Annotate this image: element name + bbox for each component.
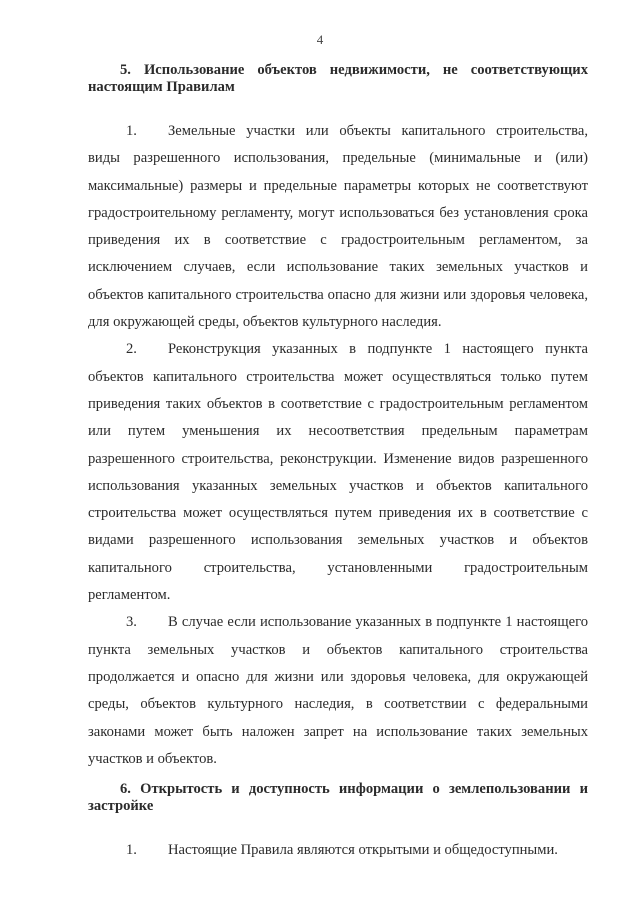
paragraph-text: Реконструкция указанных в подпункте 1 настоящего пункта объектов капитального строительства может осуществляться только путем приведения таких объектов в соответствие с градостроительным регламентом или путем уменьшения их несоответствия предельным параметрам разрешенного строительства, реконструкции. Изменение видов разрешенного использования указанных земельных участков и объектов капитального строительства может осуществляться путем приведения их в соответствие с видами разрешенного использования земельных участков и объектов капитального строительства, установленными градостроительным регламентом. [88, 341, 588, 604]
section-6-paragraph-1 [88, 837, 588, 864]
spacer [88, 773, 588, 781]
spacer [88, 815, 588, 837]
page-content [88, 62, 588, 864]
spacer [88, 96, 588, 118]
page-number: 4 [316, 32, 324, 47]
paragraph-text: Земельные участки или объекты капитального строительства, виды разрешенного использования, предельные (минимальные и (или) максимальные) размеры и предельные параметры которых не соответствуют градостроительному регламенту, могут использоваться без установления срока приведения их в соответствие с градостроительным регламентом, за исключением случаев, если использование таких земельных участков и объектов капитального строительства опасно для жизни или здоровья человека, для окружающей среды, объектов культурного наследия. [88, 123, 588, 331]
section-5-heading: 5. Использование объектов недвижимости, не соответствующих настоящим Правилам [88, 62, 588, 95]
section-5-paragraph-3 [88, 609, 588, 773]
paragraph-text: В случае если использование указанных в подпункте 1 настоящего пункта земельных участков и объектов капитального строительства продолжается и опасно для жизни или здоровья человека, для окружающей среды, объектов культурного наследия, в соответствии с федеральными законами может быть наложен запрет на использование таких земельных участков и объектов. [88, 614, 588, 767]
section-5-paragraph-1 [88, 118, 588, 336]
paragraph-number: 3. [126, 614, 137, 631]
section-5-paragraph-2 [88, 336, 588, 609]
section-6-heading: 6. Открытость и доступность информации о землепользовании и застройке [88, 781, 588, 815]
paragraph-number: 1. [126, 123, 137, 139]
paragraph-number: 2. [126, 341, 137, 358]
paragraph-number: 1. [126, 842, 137, 859]
paragraph-text: Настоящие Правила являются открытыми и общедоступными. [168, 842, 558, 859]
